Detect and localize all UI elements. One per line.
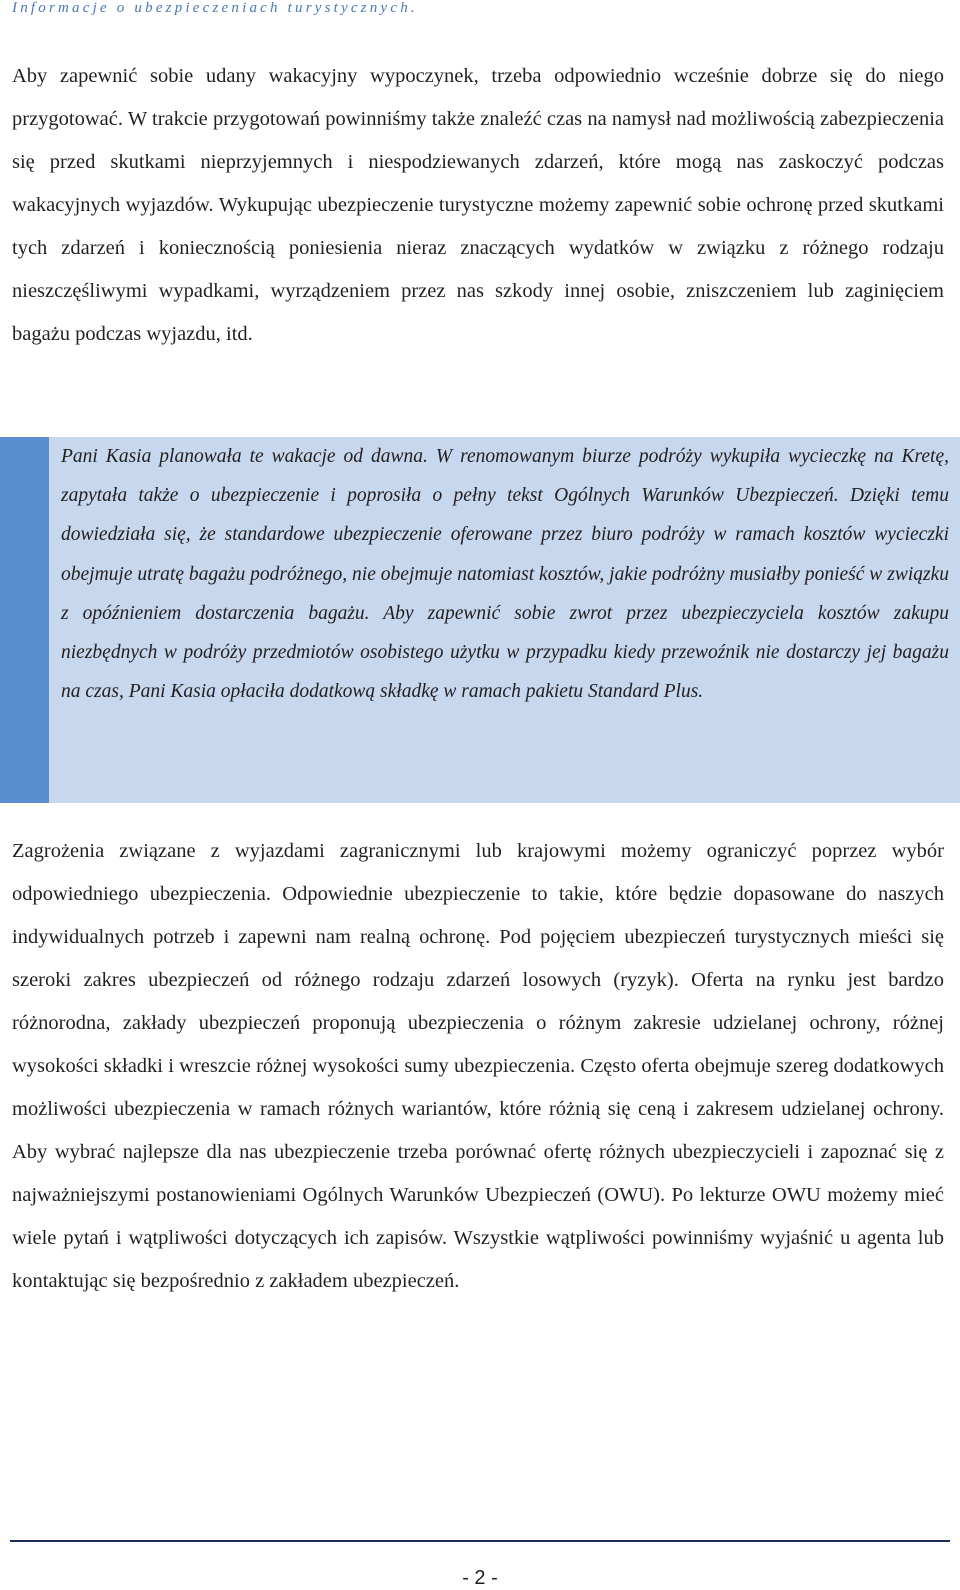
page-number: - 2 - [462, 1567, 498, 1589]
example-box-accent-bar [0, 437, 49, 803]
example-box [0, 437, 960, 803]
main-paragraph: Zagrożenia związane z wyjazdami zagranicznymi lub krajowymi możemy ograniczyć poprzez wybór odpowiedniego ubezpieczenia. Odpowiednie ubezpieczenie to takie, które będzie dopasowane do naszych indywidualnych potrzeb i zapewni nam realną ochronę. Pod pojęciem ubezpieczeń turystycznych mieści się szeroki zakres ubezpieczeń od różnego rodzaju zdarzeń losowych (ryzyk). Oferta na rynku jest bardzo różnorodna, zakłady ubezpieczeń proponują ubezpieczenia o różnym zakresie udzielanej ochrony, różnej wysokości składki i wreszcie różnej wysokości sumy ubezpieczenia. Często oferta obejmuje szereg dodatkowych możliwości ubezpieczenia w ramach różnych wariantów, które różnią się ceną i zakresem udzielanej ochrony. Aby wybrać najlepsze dla nas ubezpieczenie trzeba porównać ofertę różnych ubezpieczycieli i zapoznać się z najważniejszymi postanowieniami Ogólnych Warunków Ubezpieczeń (OWU). Po lekturze OWU możemy mieć wiele pytań i wątpliwości dotyczących ich zapisów. Wszystkie wątpliwości powinniśmy wyjaśnić u agenta lub kontaktując się bezpośrednio z zakładem ubezpieczeń. [12, 840, 944, 1292]
intro-paragraph: Aby zapewnić sobie udany wakacyjny wypoczynek, trzeba odpowiednio wcześnie dobrze się do niego przygotować. W trakcie przygotowań powinniśmy także znaleźć czas na namysł nad możliwością zabezpieczenia się przed skutkami nieprzyjemnych i niespodziewanych zdarzeń, które mogą nas zaskoczyć podczas wakacyjnych wyjazdów. Wykupując ubezpieczenie turystyczne możemy zapewnić sobie ochronę przed skutkami tych zdarzeń i koniecznością poniesienia nieraz znaczących wydatków w związku z różnego rodzaju nieszczęśliwymi wypadkami, wyrządzeniem przez nas szkody innej osobie, zniszczeniem lub zaginięciem bagażu podczas wyjazdu, itd. [12, 65, 944, 345]
example-box-text: Pani Kasia planowała te wakacje od dawna. W renomowanym biurze podróży wykupiła wycieczkę na Kretę, zapytała także o ubezpieczenie i poprosiła o pełny tekst Ogólnych Warunków Ubezpieczeń. Dzięki temu dowiedziała się, że standardowe ubezpieczenie oferowane przez biuro podróży w ramach kosztów wycieczki obejmuje utratę bagażu podróżnego, nie obejmuje natomiast kosztów, jakie podróżny musiałby ponieść w związku z opóźnieniem dostarczenia bagażu. Aby zapewnić sobie zwrot przez ubezpieczyciela kosztów zakupu niezbędnych w podróży przedmiotów osobistego użytku w przypadku kiedy przewoźnik nie dostarczy jej bagażu na czas, Pani Kasia opłaciła dodatkową składkę w ramach pakietu Standard Plus. [61, 446, 949, 703]
footer-divider [10, 1540, 950, 1542]
running-header: Informacje o ubezpieczeniach turystycznych. [12, 0, 418, 16]
